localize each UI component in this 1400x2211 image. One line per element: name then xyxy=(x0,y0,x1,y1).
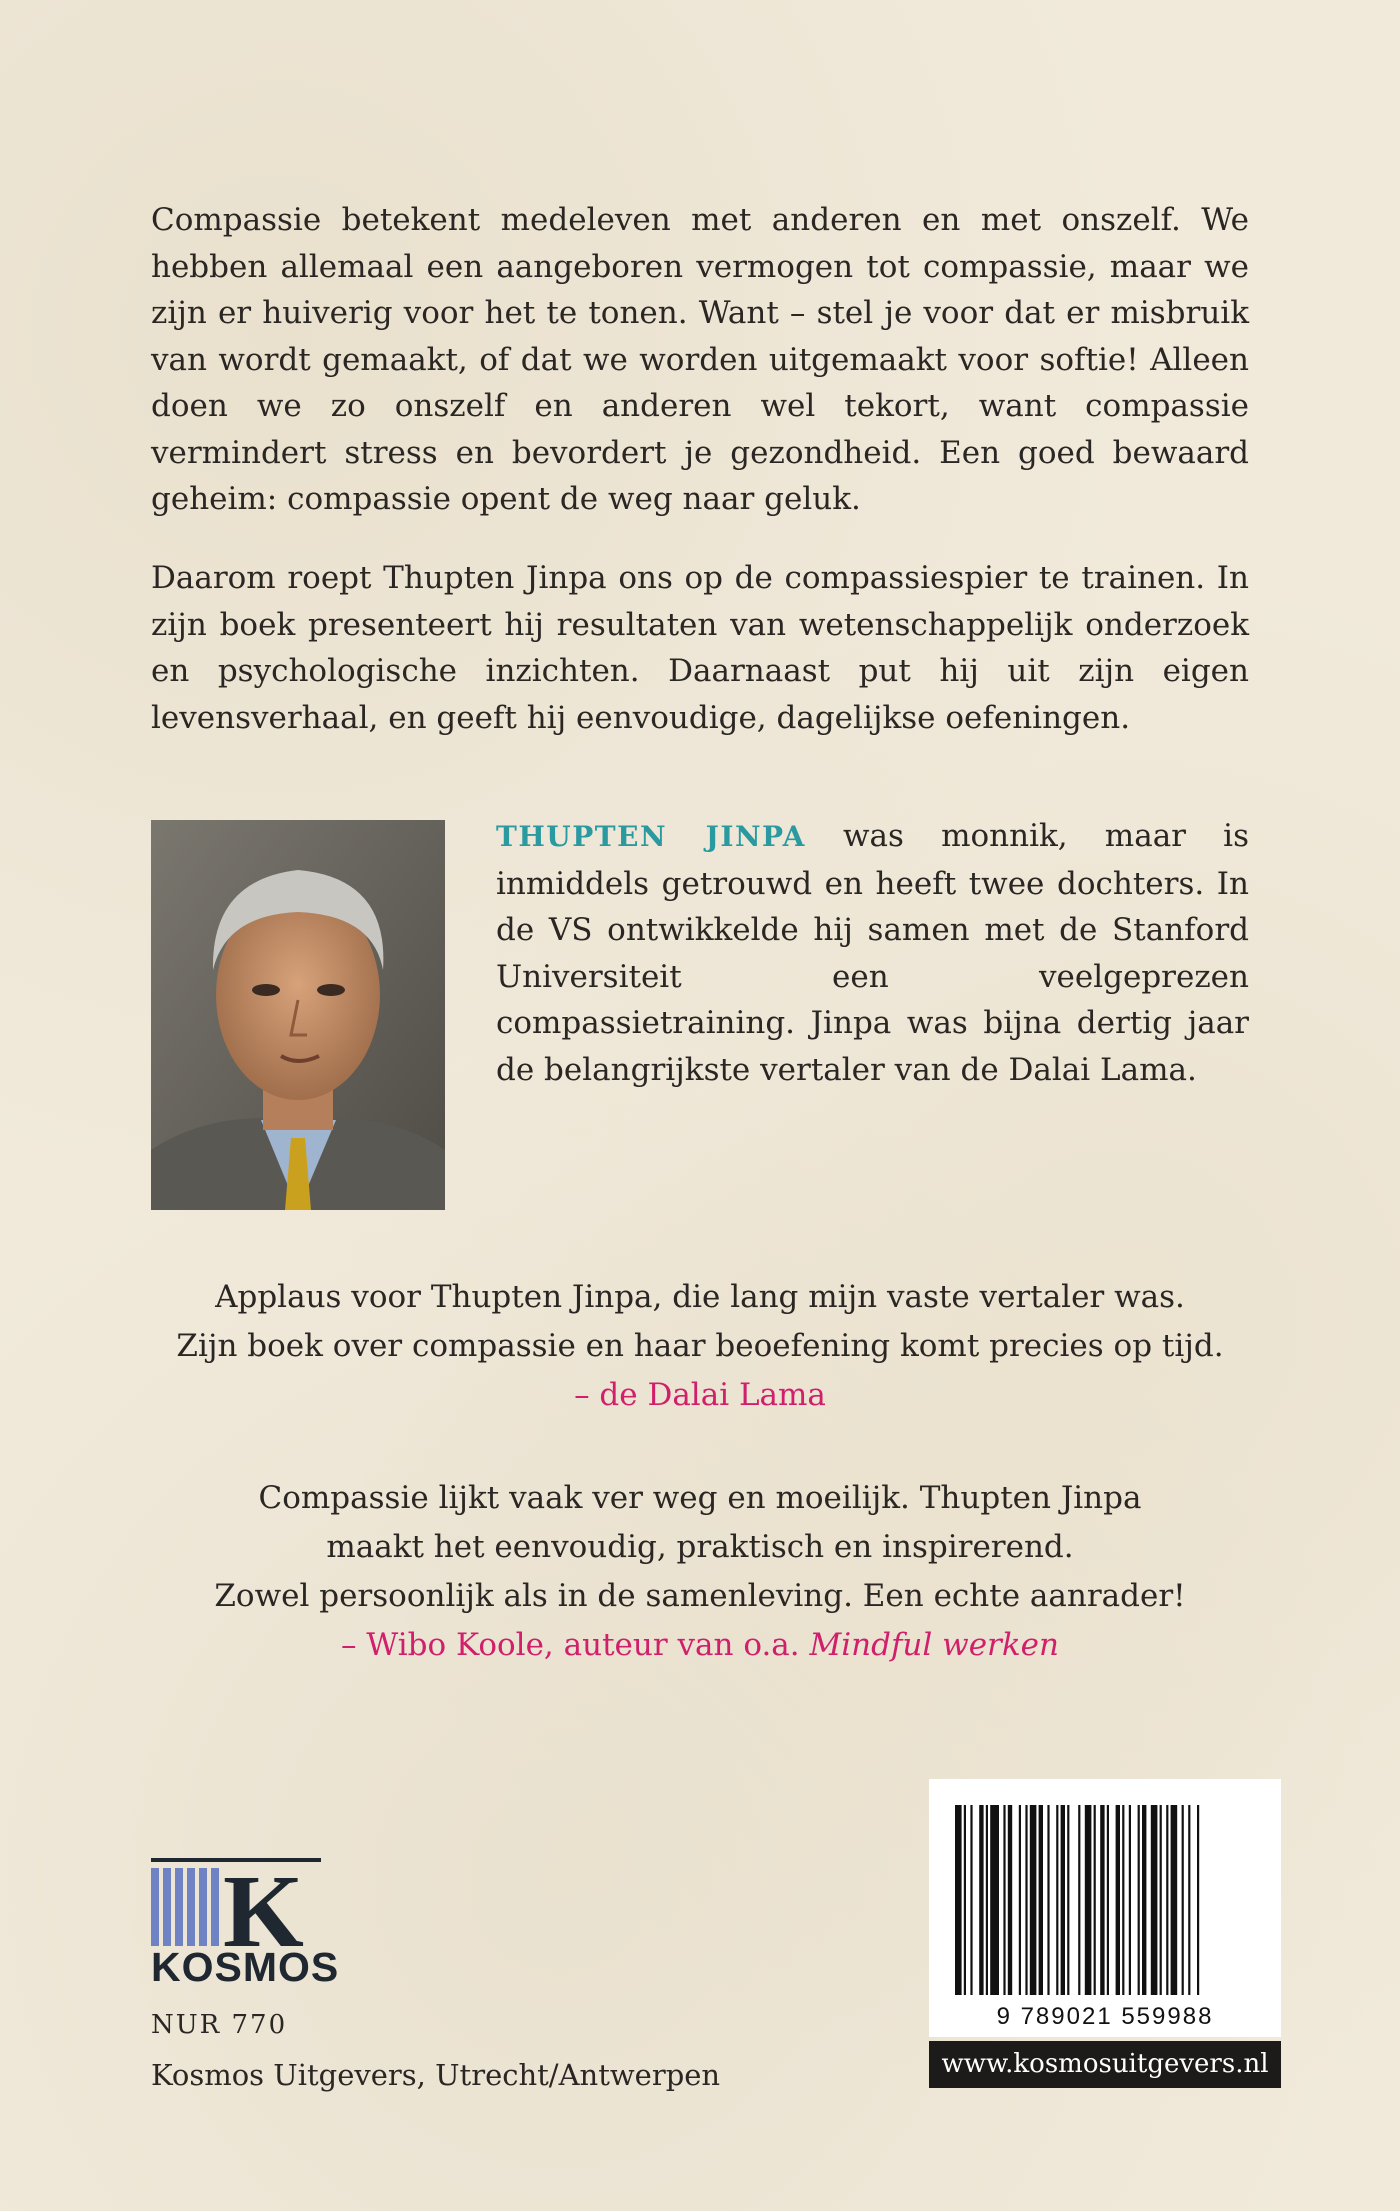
barcode-bar xyxy=(1030,1805,1037,1995)
barcode-bar xyxy=(1078,1805,1080,1995)
barcode-bar xyxy=(955,1805,962,1995)
nur-code: NUR 770 xyxy=(151,2010,288,2040)
barcode-bar xyxy=(1039,1805,1043,1995)
quote-line: Zowel persoonlijk als in de samenleving. Een echte aanrader! xyxy=(214,1578,1186,1614)
barcode-bar xyxy=(970,1805,972,1995)
barcode-bar xyxy=(1116,1805,1120,1995)
barcode-bar xyxy=(1003,1805,1005,1995)
barcode-bar xyxy=(1061,1805,1065,1995)
barcode-bar xyxy=(1008,1805,1012,1995)
author-portrait xyxy=(151,820,445,1210)
barcode-bar xyxy=(1197,1805,1199,1995)
logo-wordmark: KOSMOS xyxy=(151,1944,340,1990)
description-paragraph-2: Daarom roept Thupten Jinpa ons op de compassiespier te trainen. In zijn boek presenteert hij resultaten van wetenschappelijk onderzoek en psychologische inzichten. Daarnaast put hij uit zijn eigen levensverhaal, en geeft hij eenvoudige, dagelijkse oefeningen. xyxy=(151,560,1249,736)
attribution-text: – de Dalai Lama xyxy=(574,1377,826,1413)
barcode-bar xyxy=(1160,1805,1162,1995)
barcode-bar xyxy=(964,1805,966,1995)
publisher-website: www.kosmosuitgevers.nl xyxy=(929,2041,1281,2088)
isbn-number: 9 789021 559988 xyxy=(996,2003,1214,2030)
quote-line: Zijn boek over compassie en haar beoefening komt precies op tijd. xyxy=(176,1328,1224,1364)
quote-line: Compassie lijkt vaak ver weg en moeilijk. Thupten Jinpa xyxy=(258,1480,1142,1516)
barcode-bar xyxy=(1094,1805,1096,1995)
quote-line: Applaus voor Thupten Jinpa, die lang mijn vaste vertaler was. xyxy=(215,1279,1185,1315)
logo-letter: K xyxy=(223,1854,304,1969)
barcode-bar xyxy=(1019,1805,1021,1995)
barcode-bar xyxy=(1142,1805,1146,1995)
barcode-bar xyxy=(1151,1805,1158,1995)
barcode-bar xyxy=(1056,1805,1058,1995)
barcode-bar xyxy=(1067,1805,1069,1995)
isbn-barcode xyxy=(929,1779,1281,2037)
barcode-bar xyxy=(1122,1805,1124,1995)
barcode-bar xyxy=(1047,1805,1049,1995)
author-bio-text: was monnik, maar is inmiddels getrouwd en heeft twee dochters. In de VS ontwikkelde hij samen met de Stanford Universiteit een veelgeprezen compassietraining. Jinpa was bijna dertig jaar de belangrijkste vertaler van de Dalai Lama. xyxy=(496,818,1249,1088)
barcode-bar xyxy=(1085,1805,1092,1995)
quote-attribution xyxy=(150,1621,1250,1670)
barcode-bar xyxy=(1129,1805,1131,1995)
barcode-bar xyxy=(1188,1805,1190,1995)
publisher-name: Kosmos Uitgevers, Utrecht/Antwerpen xyxy=(151,2058,721,2092)
barcode-bar xyxy=(1025,1805,1027,1995)
quote-attribution xyxy=(150,1371,1250,1420)
author-name: THUPTEN JINPA xyxy=(496,820,806,853)
barcode-bar xyxy=(979,1805,983,1995)
description-paragraph-1: Compassie betekent medeleven met anderen en met onszelf. We hebben allemaal een aangeboren vermogen tot compassie, maar we zijn er huiverig voor het te tonen. Want – stel je voor dat er misbruik van wordt gemaakt, of dat we worden uitgemaakt voor softie! Alleen doen we zo onszelf en anderen wel tekort, want compassie vermindert stress en bevordert je gezondheid. Een goed bewaard geheim: compassie opent de weg naar geluk. xyxy=(151,202,1249,517)
quote-line: maakt het eenvoudig, praktisch en inspirerend. xyxy=(326,1529,1074,1565)
barcode-icon xyxy=(955,1805,1255,1995)
barcode-bar xyxy=(1166,1805,1168,1995)
endorsement-quote-2 xyxy=(150,1474,1250,1670)
barcode-bar xyxy=(986,1805,988,1995)
barcode-bar xyxy=(1138,1805,1140,1995)
attribution-book-title: Mindful werken xyxy=(809,1627,1059,1663)
barcode-bar xyxy=(1171,1805,1178,1995)
barcode-bar xyxy=(990,1805,999,1995)
attribution-text: – Wibo Koole, auteur van o.a. xyxy=(341,1627,810,1663)
barcode-bar xyxy=(1182,1805,1184,1995)
barcode-bar xyxy=(1100,1805,1104,1995)
author-bio xyxy=(496,813,1249,1093)
endorsement-quote-1 xyxy=(150,1273,1250,1420)
barcode-bar xyxy=(1107,1805,1109,1995)
